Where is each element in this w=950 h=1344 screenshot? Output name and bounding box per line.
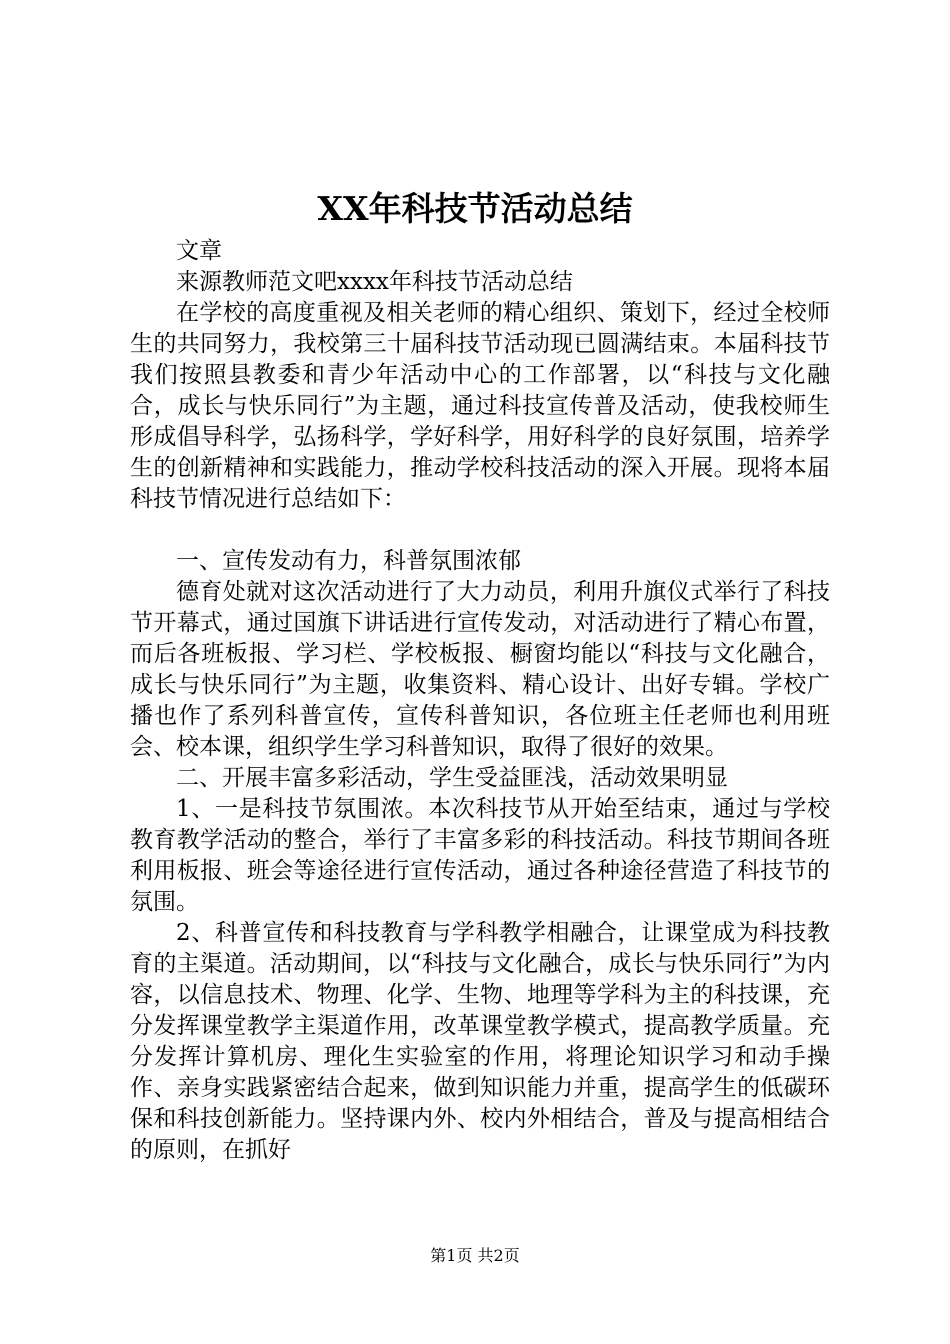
- document-body: [130, 236, 830, 1166]
- paragraph-intro: 在学校的高度重视及相关老师的精心组织、策划下，经过全校师生的共同努力，我校第三十届科技节活动现已圆满结束。本届科技节我们按照县教委和青少年活动中心的工作部署，以“科技与文化融合，成长与快乐同行”为主题，通过科技宣传普及活动，使我校师生形成倡导科学，弘扬科学，学好科学，用好科学的良好氛围，培养学生的创新精神和实践能力，推动学校科技活动的深入开展。现将本届科技节情况进行总结如下：: [130, 300, 830, 512]
- paragraph-item-2: 2、科普宣传和科技教育与学科教学相融合，让课堂成为科技教育的主渠道。活动期间，以“科技与文化融合，成长与快乐同行”为内容，以信息技术、物理、化学、生物、地理等学科为主的科技课，充分发挥课堂教学主渠道作用，改革课堂教学模式，提高教学质量。充分发挥计算机房、理化生实验室的作用，将理论知识学习和动手操作、亲身实践紧密结合起来，做到知识能力并重，提高学生的低碳环保和科技创新能力。坚持课内外、校内外相结合，普及与提高相结合的原则，在抓好: [130, 920, 830, 1163]
- document-title: XX年科技节活动总结: [317, 189, 633, 228]
- section-heading-1: 一、宣传发动有力，科普氛围浓郁: [176, 548, 521, 574]
- paragraph-article-label: 文章: [176, 238, 222, 264]
- paragraph-item-1: 1、一是科技节氛围浓。本次科技节从开始至结束，通过与学校教育教学活动的整合，举行了丰富多彩的科技活动。科技节期间各班利用板报、班会等途径进行宣传活动，通过各种途径营造了科技节的氛围。: [130, 796, 830, 915]
- section-heading-2: 二、开展丰富多彩活动，学生受益匪浅，活动效果明显: [176, 765, 728, 791]
- paragraph-section-1: 德育处就对这次活动进行了大力动员，利用升旗仪式举行了科技节开幕式，通过国旗下讲话进行宣传发动，对活动进行了精心布置，而后各班板报、学习栏、学校板报、橱窗均能以“科技与文化融合，成长与快乐同行”为主题，收集资料、精心设计、出好专辑。学校广播也作了系列科普宣传，宣传科普知识，各位班主任老师也利用班会、校本课，组织学生学习科普知识，取得了很好的效果。: [130, 579, 830, 760]
- paragraph-source: 来源教师范文吧xxxx年科技节活动总结: [176, 269, 573, 295]
- page-footer: 第1页 共2页: [430, 1246, 520, 1265]
